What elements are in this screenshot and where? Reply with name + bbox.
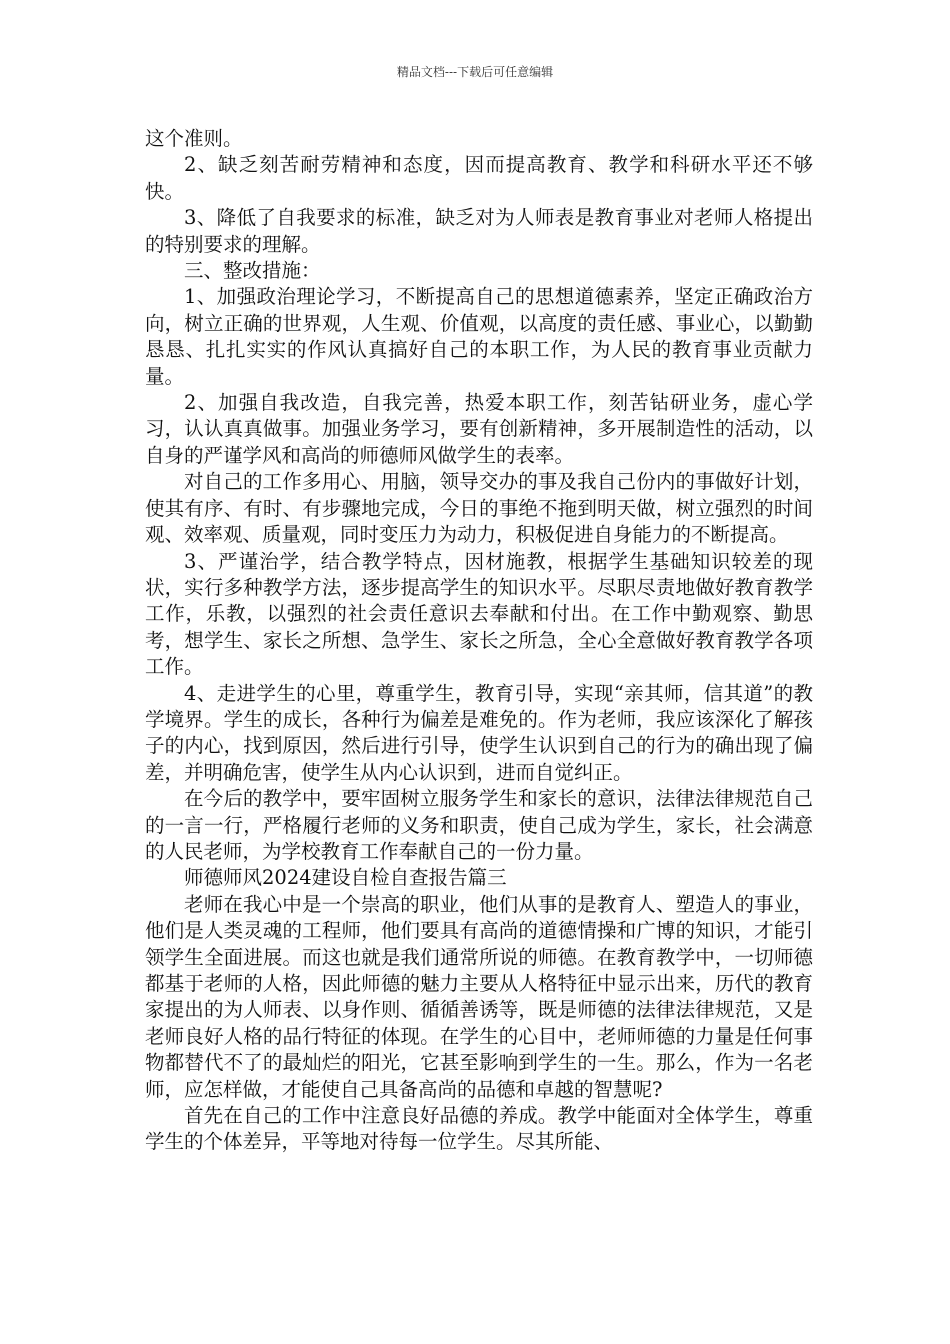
paragraph: 这个准则。 [145, 127, 243, 150]
section-heading: 三、整改措施： [184, 259, 321, 283]
paragraph: 老师在我心中是一个崇高的职业，他们从事的是教育人、塑造人的事业，他们是人类灵魂的工程师，他们要具有高尚的道德情操和广博的知识，才能引领学生全面进展。而这也就是我们通常所说的师德。在教育教学中，一切师德都基于老师的人格，因此师德的魅力主要从人格特征中显示出来，历代的教育家提出的为人师表、以身作则、循循善诱等，既是师德的法律法律规范，又是老师良好人格的品行特征的体现。在学生的心目中，老师师德的力量是任何事物都替代不了的最灿烂的阳光，它甚至影响到学生的一生。那么，作为一名老师，应怎样做，才能使自己具备高尚的品德和卓越的智慧呢? [145, 892, 813, 1101]
paragraph: 对自己的工作多用心、用脑，领导交办的事及我自己份内的事做好计划，使其有序、有时、有步骤地完成，今日的事绝不拖到明天做，树立强烈的时间观、效率观、质量观，同时变压力为动力，积极促进自身能力的不断提高。 [145, 470, 813, 547]
paragraph: 首先在自己的工作中注意良好品德的养成。教学中能面对全体学生，尊重学生的个体差异，平等地对待每一位学生。尽其所能、 [145, 1104, 813, 1154]
paragraph: 3、严谨治学，结合教学特点，因材施教，根据学生基础知识较差的现状，实行多种教学方法，逐步提高学生的知识水平。尽职尽责地做好教育教学工作，乐教，以强烈的社会责任意识去奉献和付出。在工作中勤观察、勤思考，想学生、家长之所想、急学生、家长之所急，全心全意做好教育教学各项工作。 [145, 549, 813, 679]
paragraph: 3、降低了自我要求的标准，缺乏对为人师表是教育事业对老师人格提出的特别要求的理解。 [145, 206, 813, 256]
paragraph: 4、走进学生的心里，尊重学生，教育引导，实现“亲其师，信其道”的教学境界。学生的成长，各种行为偏差是难免的。作为老师，我应该深化了解孩子的内心，找到原因，然后进行引导，使学生认识到自己的行为的确出现了偏差，并明确危害，使学生从内心认识到，进而自觉纠正。 [145, 681, 813, 784]
section-title: 师德师风2024建设自检自查报告篇三 [184, 866, 507, 890]
paragraph: 1、加强政治理论学习，不断提高自己的思想道德素养，坚定正确政治方向，树立正确的世界观，人生观、价值观，以高度的责任感、事业心，以勤勤恳恳、扎扎实实的作风认真搞好自己的本职工作，为人民的教育事业贡献力量。 [145, 285, 813, 388]
paragraph: 在今后的教学中，要牢固树立服务学生和家长的意识，法律法律规范自己的一言一行，严格履行老师的义务和职责，使自己成为学生，家长，社会满意的人民老师，为学校教育工作奉献自己的一份力量。 [145, 787, 813, 863]
paragraph: 2、缺乏刻苦耐劳精神和态度，因而提高教育、教学和科研水平还不够快。 [145, 153, 813, 203]
page-header: 精品文档---下载后可任意编辑 [396, 65, 554, 79]
paragraph: 2、加强自我改造，自我完善，热爱本职工作，刻苦钻研业务，虚心学习，认认真真做事。加强业务学习，要有创新精神，多开展制造性的活动，以自身的严谨学风和高尚的师德师风做学生的表率。 [145, 391, 813, 467]
document-body [145, 126, 813, 1156]
